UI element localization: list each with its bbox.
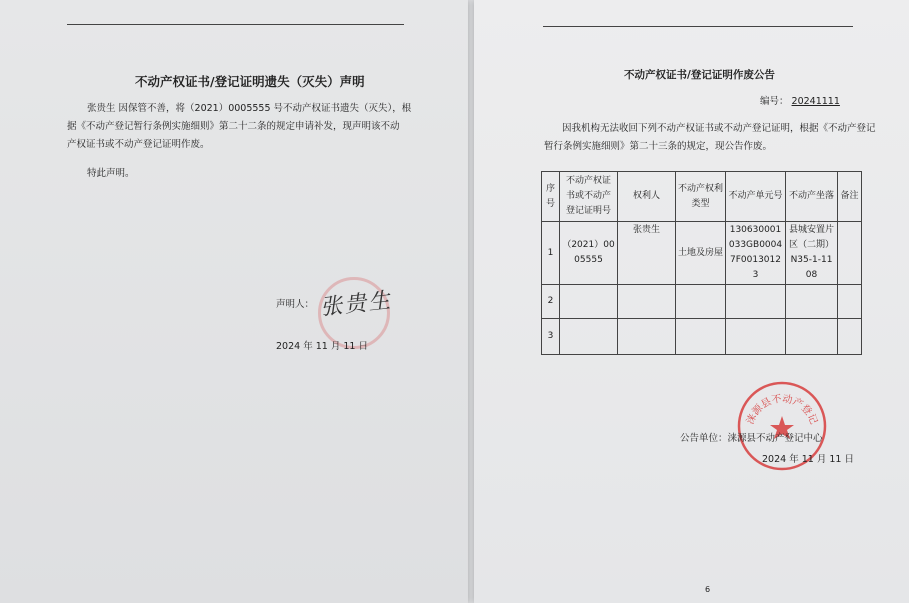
header-cell: 不动产权证书或不动产登记证明号 [560, 172, 618, 222]
notice-number-label: 编号： [760, 96, 789, 107]
top-rule [67, 24, 404, 25]
table-cell: 1 [542, 222, 560, 285]
certificate-table [541, 171, 862, 355]
issuer-label: 公告单位： [680, 433, 728, 444]
table-cell: 2 [542, 285, 560, 319]
table-cell [676, 319, 726, 355]
declaration-line: 据《不动产登记暂行条例实施细则》第二十二条的规定申请补发，现声明该不动 [67, 121, 400, 132]
table-cell [560, 319, 618, 355]
table-cell: 3 [542, 319, 560, 355]
notice-title: 不动产权证书/登记证明作废公告 [624, 69, 775, 81]
header-cell: 不动产坐落 [786, 172, 838, 222]
header-cell: 序号 [542, 172, 560, 222]
table-header-row [542, 172, 862, 222]
notice-date: 2024 年 11 月 11 日 [762, 454, 854, 465]
declaration-date: 2024 年 11 月 11 日 [276, 341, 368, 352]
table-cell [676, 285, 726, 319]
table-cell: 县城安置片区（二期）N35-1-1108 [786, 222, 838, 285]
declaration-line: 产权证书或不动产登记证明作废。 [67, 139, 210, 150]
table-cell: 130630001033GB00047F00130123 [726, 222, 786, 285]
header-cell: 不动产单元号 [726, 172, 786, 222]
table-cell [838, 222, 862, 285]
header-cell: 不动产权利类型 [676, 172, 726, 222]
seal-text: 涞源县不动产登记 [745, 393, 819, 427]
notice-line: 暂行条例实施细则》第二十三条的规定，现公告作废。 [544, 141, 773, 152]
table-cell [838, 319, 862, 355]
table-cell: 土地及房屋 [676, 222, 726, 285]
table-cell [838, 285, 862, 319]
table-cell [786, 319, 838, 355]
declaration-line: 张贵生 因保管不善，将（2021）0005555 号不动产权证书遗失（灭失），根 [87, 103, 412, 114]
table-cell: （2021）0005555 [560, 222, 618, 285]
notice-number-value: 20241111 [791, 96, 840, 107]
issuer [680, 430, 823, 444]
header-cell: 权利人 [618, 172, 676, 222]
table-cell [726, 319, 786, 355]
table-cell [618, 319, 676, 355]
issuer-name: 涞源县不动产登记中心 [727, 433, 823, 444]
table-row [542, 319, 862, 355]
table-cell [786, 285, 838, 319]
header-cell: 备注 [838, 172, 862, 222]
notice-line: 因我机构无法收回下列不动产权证书或不动产登记证明，根据《不动产登记 [562, 123, 876, 134]
page-number: 6 [705, 585, 711, 594]
notice-body [544, 120, 874, 156]
declaration-title: 不动产权证书/登记证明遗失（灭失）声明 [135, 74, 365, 89]
handwritten-signature: 张贵生 [319, 288, 394, 321]
table-row [542, 222, 862, 285]
closing-text: 特此声明。 [87, 168, 135, 179]
table-cell: 张贵生 [618, 222, 676, 285]
table-cell [726, 285, 786, 319]
table-row [542, 285, 862, 319]
declarant-label: 声明人： [276, 299, 315, 310]
table-cell [560, 285, 618, 319]
declaration-body [67, 100, 427, 154]
top-rule [543, 26, 853, 27]
table-cell [618, 285, 676, 319]
notice-number [760, 93, 840, 107]
